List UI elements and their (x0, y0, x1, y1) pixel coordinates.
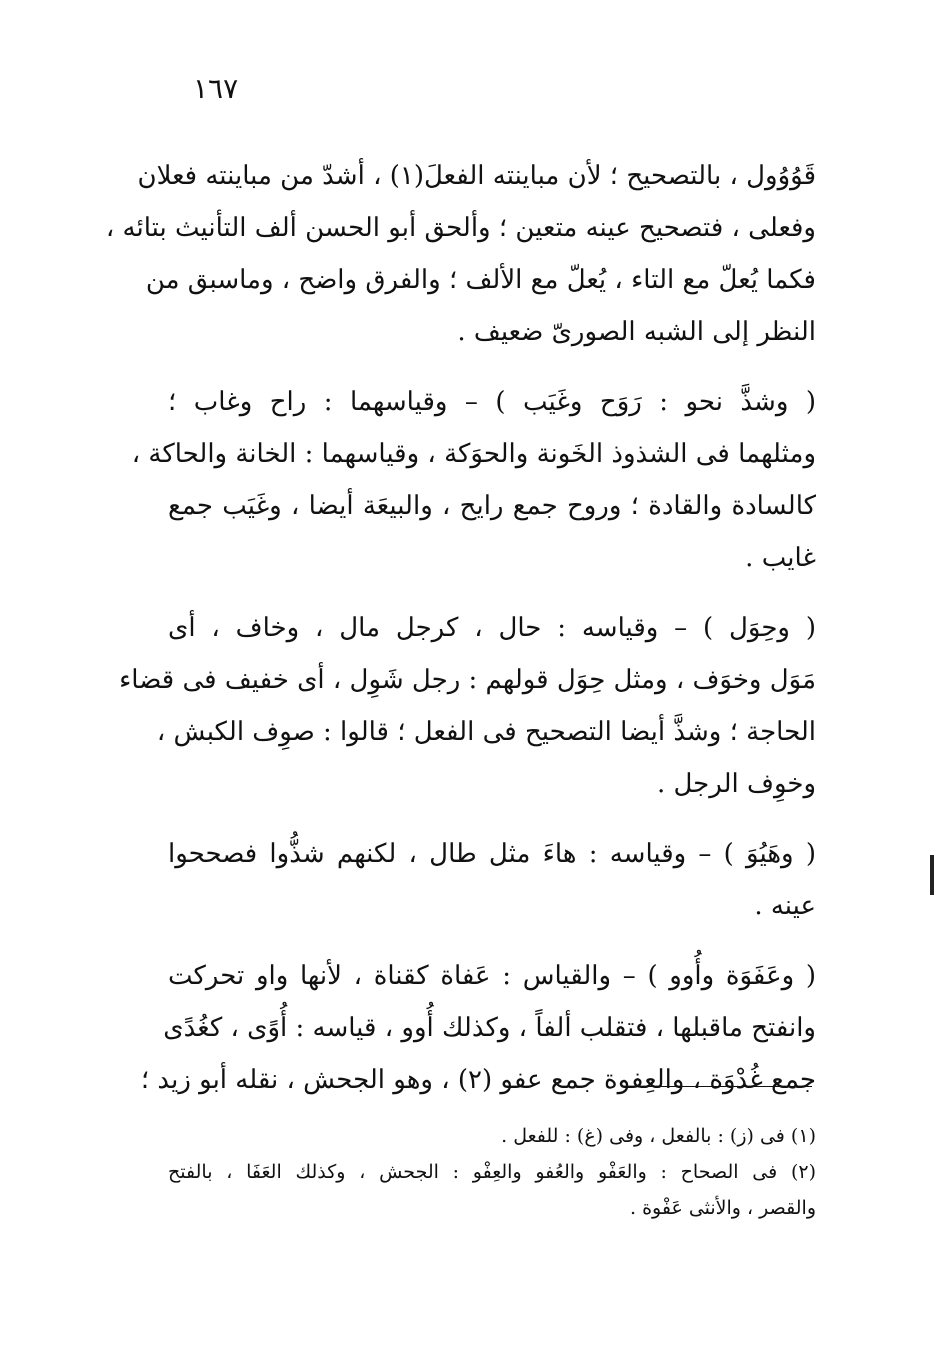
footnotes (168, 1118, 816, 1226)
footnote-2 (168, 1154, 816, 1226)
text-line: وانفتح ماقبلها ، فتقلب ألفاً ، وكذلك أُوو ، قياسه : أُوًى ، كغُدًى (163, 1013, 816, 1043)
main-text (105, 150, 816, 1124)
text-line: ( وحِوَل ) – وقياسه : حال ، كرجل مال ، وخاف ، أى (168, 613, 816, 643)
text-line: قَوُوُول ، بالتصحيح ؛ لأن مباينته الفعلَ(١) ، أشدّ من مباينته فعلان (137, 161, 816, 191)
text-line: غايب . (745, 543, 816, 573)
footnote-line: والقصر ، والأنثى عَفْوة . (629, 1197, 816, 1219)
scan-edge-mark (930, 855, 934, 895)
footnote-1 (168, 1118, 816, 1154)
footnote-line: (١) فى (ز) : بالفعل ، وفى (غ) : للفعل . (501, 1125, 816, 1147)
page-number: ١٦٧ (193, 72, 239, 105)
paragraph-2 (131, 376, 816, 584)
paragraph-3 (119, 602, 816, 810)
text-line: فكما يُعلّ مع التاء ، يُعلّ مع الألف ؛ والفرق واضح ، وماسبق من (145, 265, 816, 295)
text-line: كالسادة والقادة ؛ وروح جمع رايح ، والبيعَة أيضا ، وغَيَب جمع (168, 491, 816, 521)
text-line: ومثلهما فى الشذوذ الخَونة والحوَكة ، وقياسهما : الخانة والحاكة ، (131, 439, 816, 469)
text-line: ( وهَيُوَ ) – وقياسه : هاءَ مثل طال ، لكنهم شذُّوا فصححوا (168, 839, 816, 869)
text-line: ( وشذَّ نحو : رَوَح وغَيَب ) – وقياسهما : راح وغاب ؛ (168, 387, 816, 417)
paragraph-5 (140, 950, 816, 1106)
text-line: عينه . (754, 891, 816, 921)
text-line: الحاجة ؛ وشذَّ أيضا التصحيح فى الفعل ؛ قالوا : صوِف الكبش ، (156, 717, 816, 747)
paragraph-1 (105, 150, 816, 358)
footnote-line: (٢) فى الصحاح : والعَفْو والعُفو والعِفْو : الجحش ، وكذلك العَفَا ، بالفتح (168, 1161, 816, 1183)
footnote-divider (648, 1086, 812, 1087)
text-line: النظر إلى الشبه الصورىّ ضعيف . (457, 317, 816, 347)
text-line: جمع غُدْوَة ، والعِفوة جمع عفو (٢) ، وهو الجحش ، نقله أبو زيد ؛ (140, 1065, 816, 1095)
paragraph-4 (168, 828, 816, 932)
text-line: ( وعَفَوَة وأُوو ) – والقياس : عَفاة كقناة ، لأنها واو تحركت (168, 961, 816, 991)
text-line: وفعلى ، فتصحيح عينه متعين ؛ وألحق أبو الحسن ألف التأنيث بتائه ، (105, 213, 816, 243)
text-line: وخوِف الرجل . (656, 769, 816, 799)
text-line: مَوَل وخوَف ، ومثل حِوَل قولهم : رجل شَوِل ، أى خفيف فى قضاء (119, 665, 816, 695)
